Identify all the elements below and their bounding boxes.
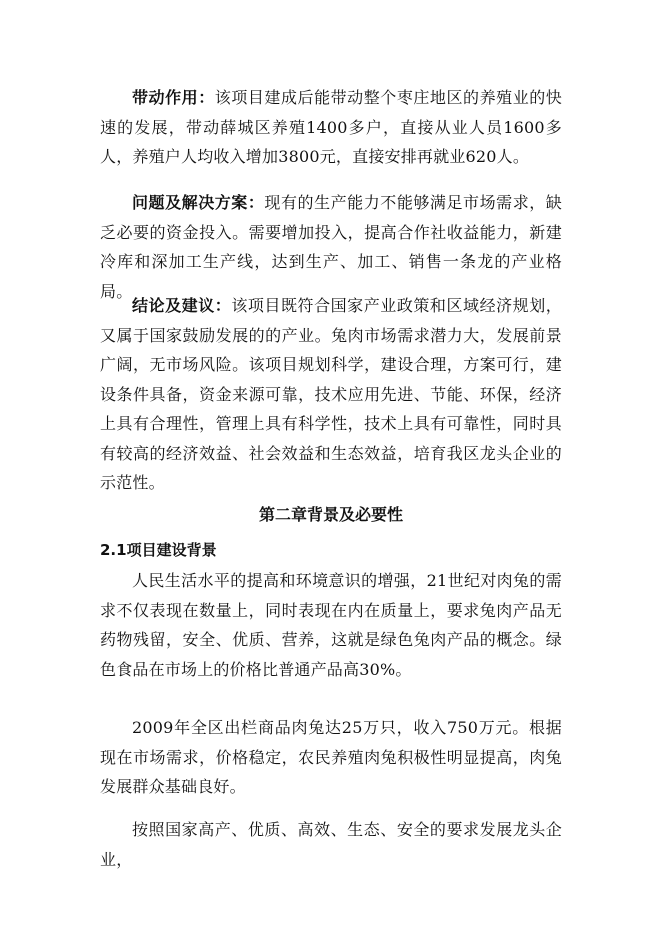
paragraph-driving-effect	[100, 83, 562, 172]
paragraph-background-demand: 人民生活水平的提高和环境意识的增强，21世纪对肉兔的需求不仅表现在数量上，同时表现在内在质量上，要求兔肉产品无药物残留，安全、优质、营养，这就是绿色兔肉产品的概念。绿色食品在市场上的价格比普通产品高30%。	[100, 571, 562, 679]
paragraph-background-output: 2009年全区出栏商品肉兔达25万只，收入750万元。根据现在市场需求，价格稳定，农民养殖肉兔积极性明显提高，肉兔发展群众基础良好。	[100, 718, 562, 796]
paragraph-conclusion	[100, 291, 562, 498]
paragraph-label: 带动作用：	[132, 88, 215, 107]
paragraph-label: 问题及解决方案：	[132, 193, 265, 212]
paragraph-text: 该项目既符合国家产业政策和区域经济规划，又属于国家鼓励发展的的产业。兔肉市场需求潜力大，发展前景广阔，无市场风险。该项目规划科学，建设合理，方案可行，建设条件具备，资金来源可靠，技术应用先进、节能、环保，经济上具有合理性，管理上具有科学性，技术上具有可靠性，同时具有较高的经济效益、社会效益和生态效益，培育我区龙头企业的示范性。	[100, 296, 562, 492]
paragraph-background-requirements: 按照国家高产、优质、高效、生态、安全的要求发展龙头企业，	[100, 820, 562, 869]
paragraph-text: 该项目建成后能带动整个枣庄地区的养殖业的快速的发展，带动薛城区养殖1400多户，直接从业人员1600多人，养殖户人均收入增加3800元，直接安排再就业620人。	[100, 88, 562, 166]
paragraph-text: 现有的生产能力不能够满足市场需求，缺乏必要的资金投入。需要增加投入，提高合作社收益能力，新建冷库和深加工生产线，达到生产、加工、销售一条龙的产业格局。	[100, 193, 562, 301]
chapter-heading: 第二章背景及必要性	[258, 505, 403, 524]
paragraph-problems-solutions	[100, 188, 562, 306]
paragraph-label: 结论及建议：	[132, 296, 232, 315]
section-heading: 2.1项目建设背景	[100, 541, 217, 559]
